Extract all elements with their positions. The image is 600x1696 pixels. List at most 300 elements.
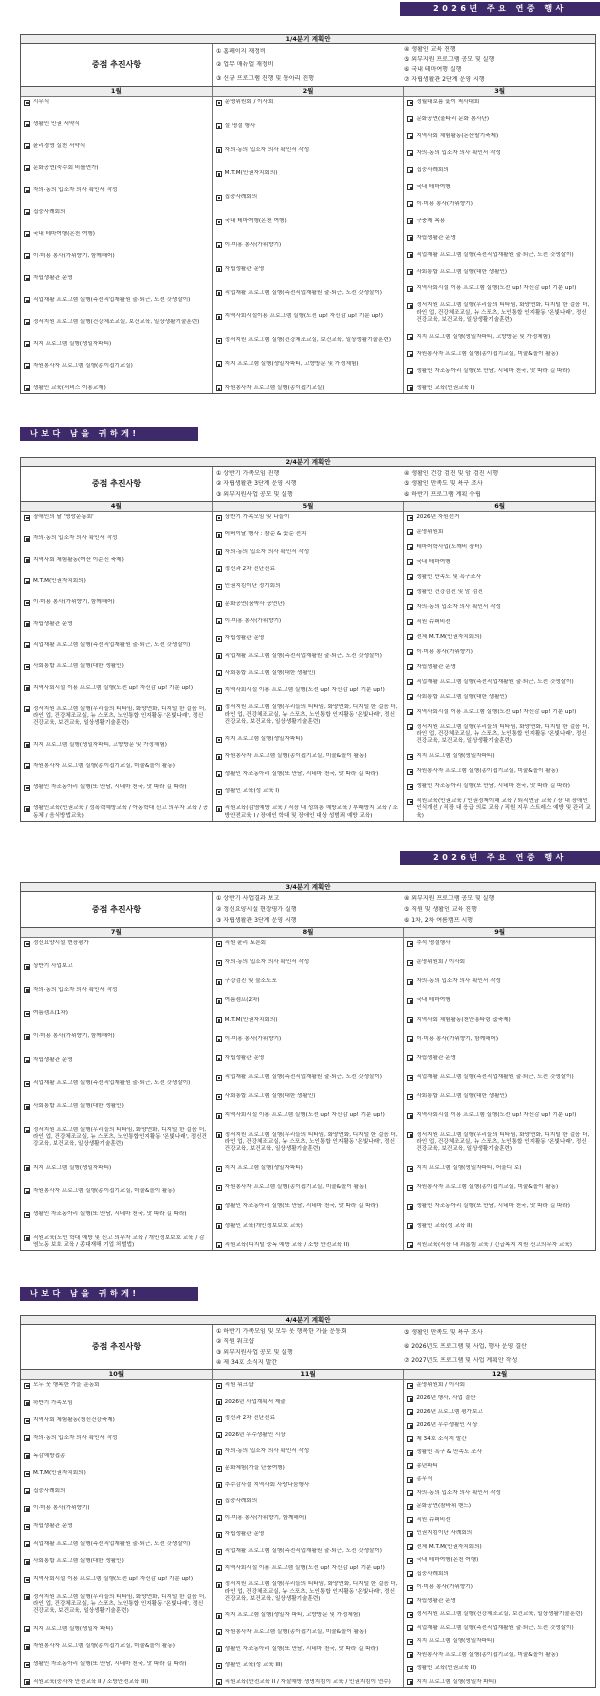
event-label: 사회통합 프로그램 실행(대한 생활인) [416, 1093, 508, 1100]
event-label: 장애인의 날 '명랑운동회' [33, 514, 94, 520]
event-item [24, 1435, 209, 1442]
checkbox-bullet-icon [407, 1598, 413, 1604]
event-label: 지지 프로그램 실행(생일자파티) [224, 1165, 303, 1172]
checkbox-bullet-icon [216, 1532, 222, 1538]
event-item [407, 619, 592, 626]
event-label: 자의·동의 입소자 의사 확인서 작성 [224, 1448, 310, 1455]
checkbox-bullet-icon [407, 1490, 413, 1496]
event-label: 직원교육(노인 학대 예방 및 신고 의무자 교육 / 개인정보보호 교육 / 감염노동 보호 교육 / 종대재해 기업 처벌법) [33, 1234, 205, 1248]
event-label: 집중사례회의 [224, 1498, 258, 1505]
event-item [24, 963, 209, 970]
summary-label: 중점 추진사항 [21, 44, 213, 86]
event-label: 생활인 교육(인권교육 II) [416, 1665, 477, 1672]
event-label: 자의·동의 입소자 의사 확인서 작성 [416, 603, 501, 610]
event-item [24, 1488, 209, 1495]
checkbox-bullet-icon [24, 1488, 30, 1494]
event-item [216, 1382, 401, 1389]
event-label: 생활인 자조동아리 실행(또 만남, 시네마 천국, 맛 따라 길 따라) [224, 770, 379, 777]
checkbox-bullet-icon [216, 688, 222, 694]
event-item [407, 959, 592, 966]
event-label: 직업재활 프로그램 실행(측전직업재활원 출·퇴근, 도전 갓생살이) [416, 1074, 574, 1081]
event-label: 자원봉사자 프로그램 실행(종이접기교실, 미술&놀이 활동) [416, 1651, 559, 1658]
month-column [21, 87, 213, 393]
event-label: 직원교육(인권교육 / 인권정책이해 교육 / 퇴직연금 교육 / 장 내 장애인 인식개선 / 직장 내 응급 의료 교육 / 직원 지무 스트레스 예방 및 관리 교육) [416, 798, 591, 819]
event-item [407, 664, 592, 671]
event-item [407, 694, 592, 701]
checkbox-bullet-icon [407, 941, 413, 947]
checkbox-bullet-icon [216, 670, 222, 676]
month-grid [20, 928, 596, 1251]
event-label: 이·미용 봉사(가위향기) [416, 1584, 473, 1591]
event-label: 국내 테마여행(온천 여행) [416, 1557, 479, 1564]
checkbox-bullet-icon [216, 549, 222, 555]
event-label: 자원봉사자 프로그램 실행(종이접기교실) [224, 384, 325, 391]
checkbox-bullet-icon [407, 1450, 413, 1456]
event-label: 생활인 교육(성 교육 II) [416, 1222, 473, 1229]
event-label: 직원 윤리 토론회 [224, 940, 267, 946]
month-event-list [404, 512, 595, 821]
event-item [24, 514, 209, 521]
motto-banner: 나보다 남을 귀하게! [20, 427, 198, 441]
checkbox-bullet-icon [24, 187, 30, 193]
event-item [24, 341, 209, 348]
event-item [216, 170, 401, 177]
event-item [216, 1432, 401, 1439]
event-label: 지역사회시설 이용 프로그램 실행(도전 up! 자신감 up! 기분 up!) [224, 1112, 385, 1119]
checkbox-bullet-icon [216, 338, 222, 344]
checkbox-bullet-icon [407, 286, 413, 292]
event-label: 직원교육(중사자 안전교육 II / 소방안전교육 III) [33, 1678, 149, 1685]
checkbox-bullet-icon [407, 1094, 413, 1100]
event-label: 직업재활 프로그램 실행(측전직업재활원 출·퇴근, 도전 갓생살이) [416, 678, 574, 685]
event-item [216, 1482, 401, 1489]
event-label: 자의·동의 입소자 의사 확인서 작성 [224, 959, 310, 966]
event-item [216, 635, 401, 642]
event-item [216, 704, 401, 726]
event-item [216, 1448, 401, 1455]
checkbox-bullet-icon [407, 515, 413, 521]
event-item [407, 1517, 592, 1524]
checkbox-bullet-icon [407, 167, 413, 173]
event-item [407, 1449, 592, 1456]
checkbox-bullet-icon [24, 341, 30, 347]
event-label: 설 명절 행사 [224, 122, 256, 129]
event-item [216, 583, 401, 590]
event-label: 자립생활관 운영 [224, 265, 265, 272]
event-item [24, 940, 209, 947]
event-item [407, 649, 592, 656]
event-label: 2026년 우수생활인 시상 [224, 1431, 286, 1438]
event-label: 자의·동의 입소자 의사 확인서 작성 [33, 186, 118, 193]
event-item [216, 313, 401, 320]
checkbox-bullet-icon [407, 133, 413, 139]
event-label: 이·미용 봉사(가위향기, 함께해어) [33, 599, 115, 606]
summary-goal-column [404, 468, 592, 500]
event-item [216, 1565, 401, 1572]
checkbox-bullet-icon [407, 1463, 413, 1469]
event-item [216, 978, 401, 985]
event-item [24, 1127, 209, 1149]
checkbox-bullet-icon [407, 1185, 413, 1191]
month-column [213, 87, 405, 393]
month-event-list [404, 97, 595, 393]
checkbox-bullet-icon [407, 1477, 413, 1483]
event-item [24, 1033, 209, 1040]
event-item [24, 1382, 209, 1389]
event-label: 인권지킴이단 정기회의 [224, 583, 281, 590]
event-label: 운영위원회 [416, 528, 444, 535]
quarter-title: 4/4분기 계획안 [20, 1315, 596, 1325]
event-label: 자의·동의 입소자 의사 확인서 작성 [416, 978, 501, 985]
event-label: 직업재활 프로그램 실행(측전직업재활원 출·퇴근, 도전 갓생살이) [224, 1074, 382, 1081]
summary-goal-item: ⑤ 생활인 만족도 및 욕구 조사 [404, 480, 483, 488]
checkbox-bullet-icon [407, 574, 413, 580]
event-label: 2026년 자원선거 [416, 514, 460, 520]
checkbox-bullet-icon [216, 1582, 222, 1588]
event-item [216, 266, 401, 273]
motto-banner: 나보다 남을 귀하게! [20, 1287, 198, 1301]
event-item [407, 604, 592, 611]
event-label: 지지 프로그램 실행(생일자 파티, 고향방문 및 가정체험) [224, 1612, 361, 1619]
month-event-list [404, 938, 595, 1250]
event-label: 윤리경영 실천 서약식 [33, 142, 86, 149]
checkbox-bullet-icon [24, 1471, 30, 1477]
checkbox-bullet-icon [407, 184, 413, 190]
checkbox-bullet-icon [24, 1418, 30, 1424]
event-item [24, 1505, 209, 1512]
checkbox-bullet-icon [216, 705, 222, 711]
event-item [216, 147, 401, 154]
event-item [24, 763, 209, 770]
summary-goal-item: ⑥ 2026년도 프로그램 및 사업, 행사 운영 결산 [404, 1343, 527, 1351]
event-label: 직원 슈퍼비전 [416, 1516, 451, 1523]
event-item [407, 978, 592, 985]
checkbox-bullet-icon [407, 1544, 413, 1550]
checkbox-bullet-icon [24, 143, 30, 149]
event-item [407, 184, 592, 191]
event-item [407, 1112, 592, 1119]
quarter-title: 3/4분기 계획안 [20, 882, 596, 892]
event-item [407, 201, 592, 208]
event-item [407, 1571, 592, 1578]
checkbox-bullet-icon [407, 1679, 413, 1685]
event-label: 자의·동의 입소자 의사 확인서 작성 [33, 535, 118, 542]
event-item [407, 1223, 592, 1230]
checkbox-bullet-icon [216, 532, 222, 538]
checkbox-bullet-icon [216, 1132, 222, 1138]
event-label: 집중사례회의 [416, 166, 449, 173]
event-item [407, 167, 592, 174]
summary-goal-item: ② 직원 워크샵 [216, 1338, 255, 1345]
event-label: 지역사회시설 이용 프로그램 실행(도전 up! 자신감 up! 기분 up!) [33, 1576, 194, 1583]
checkbox-bullet-icon [24, 1127, 30, 1133]
event-item [407, 1625, 592, 1632]
checkbox-bullet-icon [24, 1034, 30, 1040]
event-label: 2026년 프로그램 평가보고 [416, 1408, 483, 1415]
event-label: 지역사회시설 이용 프로그램 실행(도전 up! 자신감 up! 기분 up!) [224, 1564, 385, 1571]
summary-goal-item: ② 자립생활관 3단계 운영 시행 [216, 480, 297, 488]
month-event-list [404, 1380, 595, 1687]
month-header: 1월 [21, 87, 212, 97]
month-column [404, 87, 595, 393]
event-label: 정서지원 프로그램 실행(우리들의 티타임, 화양연화, 디지털 한 걸음 더, 라인 업, 건강체조교실, 뉴 스포츠, 노인통합 인지활동 '온빛나래', 정신건강교육, 보건교육, 일상생활기술훈련) [224, 1581, 398, 1602]
event-item [24, 1057, 209, 1064]
event-label: 지지 프로그램 실행(생일자파티) [416, 753, 495, 760]
checkbox-bullet-icon [216, 1166, 222, 1172]
checkbox-bullet-icon [216, 1399, 222, 1405]
checkbox-bullet-icon [407, 679, 413, 685]
checkbox-bullet-icon [407, 1504, 413, 1510]
checkbox-bullet-icon [216, 754, 222, 760]
event-label: 지지 프로그램 실행(생일자파티, 고향방문 및 가정체험) [224, 360, 359, 367]
event-item [24, 1188, 209, 1195]
month-column [21, 502, 213, 821]
event-item [216, 1223, 401, 1230]
checkbox-bullet-icon [24, 706, 30, 712]
checkbox-bullet-icon [24, 1081, 30, 1087]
summary-goal-item: ⑥ 1차, 2차 여름캠프 시행 [404, 916, 473, 924]
event-item [407, 940, 592, 947]
event-label: 자원봉사자 프로그램 실행(종이접기교실, 미술&놀이 활동) [33, 762, 175, 769]
event-label: 자의·동의 입소자 의사 확인서 작성 [33, 1434, 118, 1441]
event-item [216, 1515, 401, 1522]
checkbox-bullet-icon [407, 1017, 413, 1023]
event-label: 생활인 자조동아리 실행(또 만남, 시네마 천국, 맛 따라 길 따라) [416, 1203, 570, 1210]
event-label: 지지 프로그램 실행(생일자 파티) [33, 1625, 113, 1632]
checkbox-bullet-icon [407, 1612, 413, 1618]
checkbox-bullet-icon [407, 559, 413, 565]
event-item [24, 187, 209, 194]
event-item [407, 753, 592, 760]
checkbox-bullet-icon [216, 998, 222, 1004]
summary-goal-column [404, 45, 592, 85]
month-event-list [21, 97, 212, 393]
event-item [407, 1679, 592, 1686]
month-column [213, 502, 405, 821]
event-label: 자립생활관 운영 [224, 1531, 265, 1538]
event-label: 독감예방접종 [33, 1452, 66, 1459]
checkbox-bullet-icon [216, 242, 222, 248]
event-label: 하반기 가족모임 [33, 1399, 73, 1406]
month-event-list [21, 512, 212, 821]
checkbox-bullet-icon [407, 529, 413, 535]
checkbox-bullet-icon [24, 1104, 30, 1110]
event-label: 직업재활 프로그램 실행(측전직업재활원 출·퇴근, 도전 갓생살이) [416, 1624, 574, 1631]
checkbox-bullet-icon [407, 724, 413, 730]
checkbox-bullet-icon [407, 1585, 413, 1591]
checkbox-bullet-icon [216, 385, 222, 391]
event-item [407, 133, 592, 140]
event-label: M.T.M(인권자치회의) [33, 1470, 86, 1477]
event-label: 2026년 사업계획서 제출 [224, 1398, 286, 1405]
event-item [24, 231, 209, 238]
event-item [216, 1415, 401, 1422]
event-label: 생활인교육(인권교육 / 성폭력예방교육 / 아동학대 신고 의무자 교육 / 공동체 / 음식방법교육) [33, 805, 209, 819]
event-item [407, 116, 592, 123]
summary-goal-column [404, 1326, 592, 1368]
summary-goals [213, 892, 595, 927]
event-label: 자원봉사자 프로그램 실행(종이접기교실, 미술&놀이 활동) [416, 1184, 559, 1191]
event-label: 정신과 2차 진단진료 [224, 1415, 276, 1422]
event-label: 문화공연(울타리 문화 봉사단) [416, 115, 490, 122]
checkbox-bullet-icon [216, 1113, 222, 1119]
checkbox-bullet-icon [216, 1223, 222, 1229]
month-header: 3월 [404, 87, 595, 97]
summary-goal-item: ③ 신규 프로그램 진행 및 동아리 진행 [216, 74, 314, 82]
checkbox-bullet-icon [216, 737, 222, 743]
event-label: 지역사회시설 이용 프로그램 실행(도전 up! 자신감 up! 기분 up!) [224, 687, 385, 694]
event-label: 이·미용 봉사(가위향기) [416, 200, 473, 207]
event-item [407, 302, 592, 324]
event-item [216, 361, 401, 368]
checkbox-bullet-icon [407, 1113, 413, 1119]
event-label: 사회통합 프로그램 실행(대한 생활인) [33, 1103, 124, 1110]
event-label: 생활인 자조동아리 실행(또 만남, 시네마 천국, 맛 따라 길 따라) [224, 1645, 379, 1652]
event-item [407, 634, 592, 641]
event-item [407, 1436, 592, 1443]
summary-goal-item: ④ 제 34호 소식지 발간 [216, 1359, 278, 1366]
event-item [24, 1211, 209, 1218]
event-item [407, 1017, 592, 1024]
event-item [407, 1490, 592, 1497]
event-label: 운영위원회 / 이사회 [416, 959, 466, 966]
event-item [24, 143, 209, 150]
summary-goal-column [216, 45, 404, 85]
event-item [24, 165, 209, 172]
event-label: 직원교육(디지털 중독 예방 교육 / 소방 안전교육 II) [224, 1241, 350, 1248]
event-label: M.T.M(인권자치회의) [33, 577, 86, 584]
event-label: 정신요양시설 현장평가 [33, 940, 89, 946]
event-label: 생활인 만족도 및 욕구조사 [416, 573, 482, 580]
event-label: 자립생활관 운영 [33, 274, 73, 281]
quarter-summary [20, 44, 596, 87]
event-item [407, 1382, 592, 1389]
event-label: 구강검진 및 불소도포 [224, 978, 277, 985]
event-item [407, 798, 592, 820]
event-item [407, 589, 592, 596]
event-item [216, 1531, 401, 1538]
event-item [216, 997, 401, 1004]
event-label: 정서지원 프로그램 실행(우리들의 티타임, 화양연화, 디지털 한 걸음 더, 라인 업, 건강체조교실, 뉴 스포츠, 노인통합 인지활동 '온빛나래', 정신건강교육, 보건교육, 일상생활기술훈련) [224, 1131, 398, 1152]
checkbox-bullet-icon [407, 334, 413, 340]
event-item [24, 784, 209, 791]
checkbox-bullet-icon [216, 123, 222, 129]
event-label: 이·미용 봉사(가위향기, 함께해어) [416, 1035, 499, 1042]
month-header: 5월 [213, 502, 404, 512]
checkbox-bullet-icon [216, 653, 222, 659]
event-item [216, 99, 401, 106]
checkbox-bullet-icon [24, 1559, 30, 1565]
event-item [24, 557, 209, 564]
event-label: 자의·동의 입소자 의사 확인서 작성 [416, 149, 501, 156]
checkbox-bullet-icon [407, 269, 413, 275]
checkbox-bullet-icon [24, 1165, 30, 1171]
event-label: 지역사회 체험활동(청신건강축제) [33, 1417, 115, 1424]
checkbox-bullet-icon [216, 1549, 222, 1555]
checkbox-bullet-icon [24, 621, 30, 627]
event-item [407, 1476, 592, 1483]
event-item [24, 742, 209, 749]
event-item [216, 788, 401, 795]
event-item [407, 385, 592, 392]
event-label: 자의·동의 입소자 의사 확인서 작성 [224, 146, 310, 153]
event-label: 지지 프로그램 실행(생일자파티) [416, 1638, 495, 1645]
checkbox-bullet-icon [24, 319, 30, 325]
event-item [407, 1503, 592, 1510]
event-item [407, 1055, 592, 1062]
event-item [407, 1598, 592, 1605]
event-item [24, 1235, 209, 1249]
checkbox-bullet-icon [24, 121, 30, 127]
summary-goal-item: ② 정신요양시설 현장평가 실행 [216, 905, 297, 913]
event-label: 운영위원회 / 이사회 [224, 99, 274, 105]
checkbox-bullet-icon [24, 515, 30, 521]
checkbox-bullet-icon [216, 1416, 222, 1422]
checkbox-bullet-icon [407, 769, 413, 775]
event-item [407, 1242, 592, 1249]
event-item [24, 121, 209, 128]
checkbox-bullet-icon [24, 1188, 30, 1194]
month-column [213, 928, 405, 1250]
event-label: 직업재활 프로그램 실행(측전직업재활원 출·퇴근, 도전 갓생살이) [224, 652, 382, 659]
checkbox-bullet-icon [24, 231, 30, 237]
event-label: 문화체험(가을 단풍여행) [224, 1465, 285, 1472]
event-item [216, 1055, 401, 1062]
event-label: 자립생활관 운영 [33, 1523, 73, 1530]
event-label: 운영위원회 / 이사회 [416, 1382, 466, 1388]
month-header: 12월 [404, 1370, 595, 1380]
event-item [407, 574, 592, 581]
event-item [407, 1530, 592, 1537]
event-item [216, 753, 401, 760]
checkbox-bullet-icon [24, 642, 30, 648]
checkbox-bullet-icon [24, 297, 30, 303]
event-item [24, 987, 209, 994]
checkbox-bullet-icon [216, 1646, 222, 1652]
event-item [407, 1165, 592, 1172]
checkbox-bullet-icon [407, 589, 413, 595]
event-item [407, 544, 592, 551]
summary-goal-column [216, 893, 404, 926]
event-label: 사회통합 프로그램 실행(대한 생활인) [224, 669, 316, 676]
checkbox-bullet-icon [24, 209, 30, 215]
event-label: 사회통합 프로그램 실행(대한 생활인) [416, 268, 508, 275]
event-label: 구충제 복용 [416, 217, 446, 224]
summary-goal-item: ⑤ 직원 및 생활인 교육 진행 [404, 905, 477, 913]
event-label: 이·미용 봉사(가위향기, 함께해어) [224, 1514, 307, 1521]
event-label: 집중사례회의 [33, 208, 66, 215]
event-item [24, 1453, 209, 1460]
event-label: 생활인 자조동아리 실행(또 만남, 시네마 천국, 맛 따라 길 따라) [416, 783, 570, 790]
checkbox-bullet-icon [216, 1466, 222, 1472]
event-label: 정서지원 프로그램 실행(우리들의 티타임, 화양연화, 디지털 한 걸음 더, 라인 업, 건강체조교실, 뉴 스포츠, 노인통합 인지활동 '온빛나래', 정신건강교육, 보건교육, 일상생활기술훈련) [33, 1593, 207, 1615]
event-item [24, 1541, 209, 1548]
event-item [216, 1399, 401, 1406]
event-item [407, 1652, 592, 1659]
event-label: 직업재활 프로그램 실행(측전직업재활원 출·퇴근, 도전 갓생살이) [416, 251, 574, 258]
event-item [216, 531, 401, 538]
event-label: 지지 프로그램 실행(생일자파티, 고향방문 및 가정체험) [416, 333, 551, 340]
event-item [24, 297, 209, 304]
event-label: 2026년 행사, 사업 결산 [416, 1395, 476, 1402]
event-item [407, 783, 592, 790]
checkbox-bullet-icon [216, 515, 222, 521]
summary-goal-item: ④ 생활인 교육 진행 [404, 46, 456, 54]
checkbox-bullet-icon [216, 1055, 222, 1061]
event-label: 직원 슈퍼비전 [416, 618, 451, 625]
event-item [407, 1422, 592, 1429]
event-label: 추석 명절행사 [416, 940, 451, 946]
